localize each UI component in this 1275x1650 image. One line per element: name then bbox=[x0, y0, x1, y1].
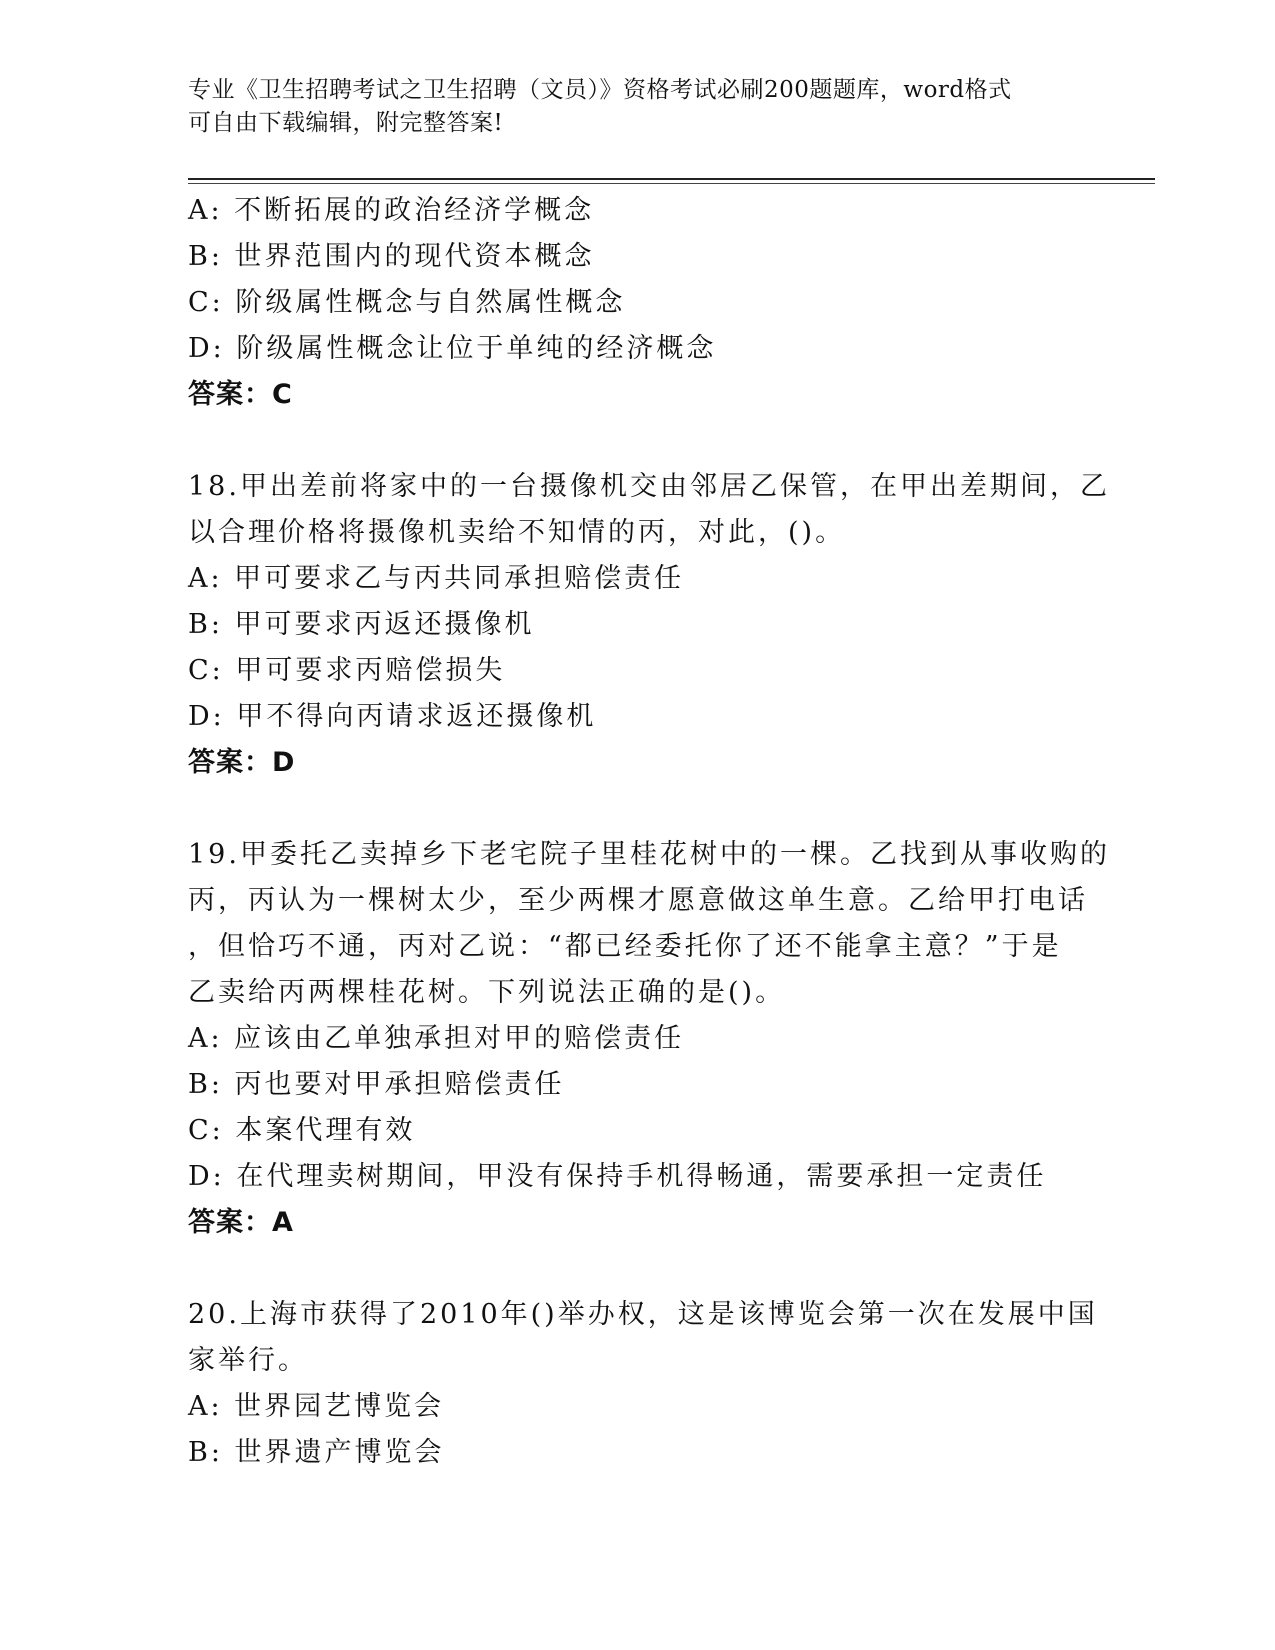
option-b: B: 丙也要对甲承担赔偿责任 bbox=[188, 1069, 565, 1100]
header-divider-thin bbox=[188, 183, 1155, 184]
question-stem-line: 18.甲出差前将家中的一台摄像机交由邻居乙保管，在甲出差期间，乙 bbox=[188, 471, 1110, 502]
option-c: C: 阶级属性概念与自然属性概念 bbox=[188, 287, 626, 318]
header-line-2: 可自由下载编辑，附完整答案! bbox=[188, 110, 504, 136]
option-a: A: 应该由乙单独承担对甲的赔偿责任 bbox=[188, 1023, 685, 1054]
answer-line: 答案：C bbox=[188, 379, 293, 410]
option-b: B: 甲可要求丙返还摄像机 bbox=[188, 609, 535, 640]
question-stem-line: ，但恰巧不通，丙对乙说：“都已经委托你了还不能拿主意？”于是 bbox=[188, 931, 1062, 962]
option-b: B: 世界范围内的现代资本概念 bbox=[188, 241, 595, 272]
option-a: A: 不断拓展的政治经济学概念 bbox=[188, 195, 595, 226]
question-stem-line: 家举行。 bbox=[188, 1345, 308, 1376]
header-divider-thick bbox=[188, 178, 1155, 180]
option-a: A: 甲可要求乙与丙共同承担赔偿责任 bbox=[188, 563, 685, 594]
option-d: D: 甲不得向丙请求返还摄像机 bbox=[188, 701, 597, 732]
question-stem-line: 19.甲委托乙卖掉乡下老宅院子里桂花树中的一棵。乙找到从事收购的 bbox=[188, 839, 1110, 870]
question-stem-line: 20.上海市获得了2010年()举办权，这是该博览会第一次在发展中国 bbox=[188, 1299, 1098, 1330]
header-line-1: 专业《卫生招聘考试之卫生招聘（文员）》资格考试必刷200题题库，word格式 bbox=[188, 77, 1012, 103]
question-list bbox=[188, 188, 1110, 1476]
option-c: C: 甲可要求丙赔偿损失 bbox=[188, 655, 506, 686]
question-19 bbox=[188, 832, 1110, 1246]
answer-line: 答案：D bbox=[188, 747, 296, 778]
question-17-continued bbox=[188, 188, 1078, 418]
option-d: D: 在代理卖树期间，甲没有保持手机得畅通，需要承担一定责任 bbox=[188, 1161, 1047, 1192]
answer-line: 答案：A bbox=[188, 1207, 294, 1238]
question-stem-line: 以合理价格将摄像机卖给不知情的丙，对此，()。 bbox=[188, 517, 846, 548]
option-b: B: 世界遗产博览会 bbox=[188, 1437, 445, 1468]
document-header bbox=[188, 74, 1088, 140]
option-c: C: 本案代理有效 bbox=[188, 1115, 416, 1146]
option-d: D: 阶级属性概念让位于单纯的经济概念 bbox=[188, 333, 717, 364]
option-a: A: 世界园艺博览会 bbox=[188, 1391, 445, 1422]
question-stem-line: 丙，丙认为一棵树太少，至少两棵才愿意做这单生意。乙给甲打电话 bbox=[188, 885, 1088, 916]
question-20 bbox=[188, 1292, 1098, 1476]
question-stem-line: 乙卖给丙两棵桂花树。下列说法正确的是()。 bbox=[188, 977, 786, 1008]
question-18 bbox=[188, 464, 1110, 786]
